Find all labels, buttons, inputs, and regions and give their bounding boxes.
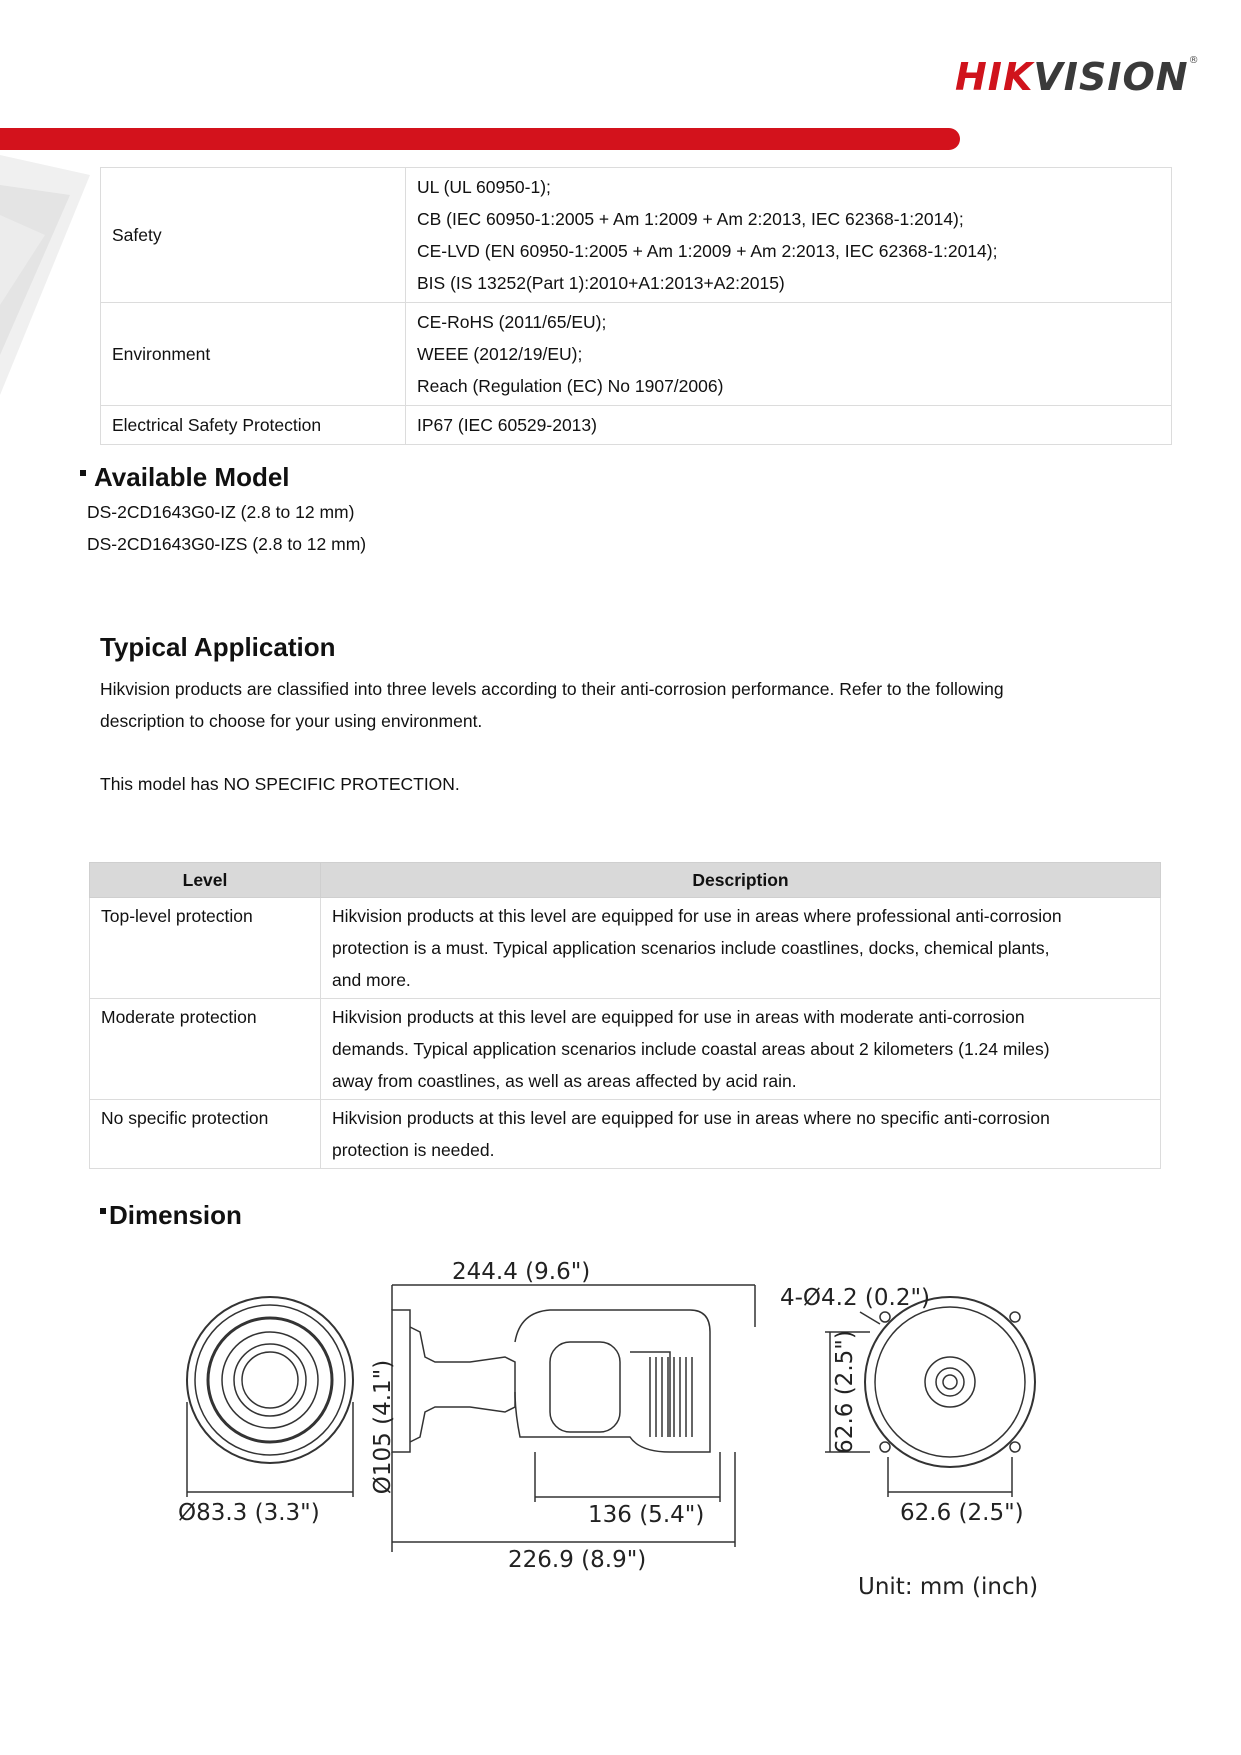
header-red-bar [0,128,960,150]
description-line: and more. [332,970,411,990]
label-hole-spacing-horizontal: 62.6 (2.5") [900,1500,1024,1526]
table-row [90,1100,1161,1169]
description-line: protection is a must. Typical application scenarios include coastlines, docks, chemical plants, [332,938,1050,958]
spec-line: BIS (IS 13252(Part 1):2010+A1:2013+A2:2015) [417,273,785,293]
spec-row-electrical [101,406,1172,445]
label-holes: 4-Ø4.2 (0.2") [780,1285,931,1311]
protection-levels-table [89,862,1161,1169]
level-cell: Moderate protection [90,999,321,1100]
spec-key: Environment [101,303,406,406]
label-front-dia: Ø83.3 (3.3") [178,1500,320,1526]
available-model-list [87,496,366,560]
typical-application-heading: Typical Application [100,632,336,662]
brand-logo-part1: HIK [955,55,1034,99]
description-line: Hikvision products at this level are equipped for use in areas with moderate anti-corrosion [332,1007,1025,1027]
spec-row-environment [101,303,1172,406]
header-level: Level [90,863,321,898]
bullet-icon [80,470,86,476]
decorative-triangle-graphic [0,155,95,400]
brand-logo [955,55,1200,99]
spec-line: CB (IEC 60950-1:2005 + Am 1:2009 + Am 2:2013, IEC 62368-1:2014); [417,209,964,229]
dimension-heading [100,1200,242,1231]
dimension-title: Dimension [109,1200,242,1230]
description-line: away from coastlines, as well as areas affected by acid rain. [332,1071,797,1091]
available-model-heading [80,462,290,493]
brand-logo-part2: VISION [1033,55,1189,99]
model-item: DS-2CD1643G0-IZS (2.8 to 12 mm) [87,534,367,554]
spec-line: IP67 (IEC 60529-2013) [417,415,597,435]
spec-key: Safety [101,168,406,303]
label-hole-spacing-vertical: 62.6 (2.5") [832,1330,858,1454]
description-line: protection is needed. [332,1140,495,1160]
brand-logo-mark: ® [1188,55,1200,66]
label-base-length: 226.9 (8.9") [508,1547,647,1573]
table-row [90,999,1161,1100]
level-cell: No specific protection [90,1100,321,1169]
spec-value [406,406,1172,445]
typical-application-text [100,673,1004,737]
spec-value [406,303,1172,406]
description-line: Hikvision products at this level are equipped for use in areas where professional anti-corrosion [332,906,1062,926]
level-cell: Top-level protection [90,898,321,999]
front-view [187,1297,353,1497]
paragraph-line: Hikvision products are classified into three levels according to their anti-corrosion performance. Refer to the following [100,679,1004,699]
paragraph-line: description to choose for your using environment. [100,711,483,731]
label-body-length: 136 (5.4") [588,1502,705,1528]
protection-note: This model has NO SPECIFIC PROTECTION. [100,774,460,794]
model-item: DS-2CD1643G0-IZ (2.8 to 12 mm) [87,502,355,522]
header-description: Description [321,863,1161,898]
description-cell [321,898,1161,999]
spec-key: Electrical Safety Protection [101,406,406,445]
dimension-drawing [170,1252,1070,1622]
available-model-title: Available Model [94,462,290,492]
label-total-length: 244.4 (9.6") [452,1259,591,1285]
label-mount-dia: Ø105 (4.1") [370,1359,396,1495]
description-line: Hikvision products at this level are equipped for use in areas where no specific anti-corrosion [332,1108,1050,1128]
description-cell [321,999,1161,1100]
spec-line: CE-RoHS (2011/65/EU); [417,312,607,332]
table-row [90,898,1161,999]
spec-line: UL (UL 60950-1); [417,177,551,197]
bullet-icon [100,1208,106,1214]
spec-line: Reach (Regulation (EC) No 1907/2006) [417,376,724,396]
spec-value [406,168,1172,303]
spec-row-safety [101,168,1172,303]
spec-line: CE-LVD (EN 60950-1:2005 + Am 1:2009 + Am 2:2013, IEC 62368-1:2014); [417,241,998,261]
spec-table [100,167,1172,445]
description-line: demands. Typical application scenarios include coastal areas about 2 kilometers (1.24 miles) [332,1039,1050,1059]
spec-line: WEEE (2012/19/EU); [417,344,583,364]
description-cell [321,1100,1161,1169]
table-header-row [90,863,1161,898]
label-unit: Unit: mm (inch) [858,1574,1039,1600]
